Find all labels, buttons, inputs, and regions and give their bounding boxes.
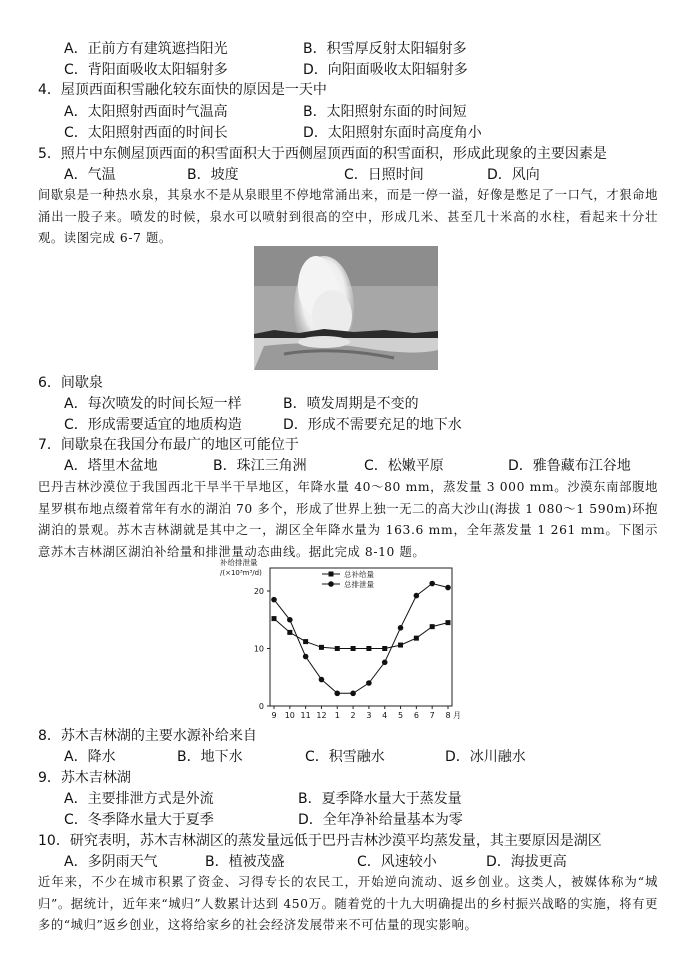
- discharge-point: [319, 677, 325, 683]
- x-tick-label: 9: [271, 711, 277, 720]
- q5-option-c[interactable]: C．日照时间: [344, 167, 424, 183]
- x-tick-label: 12: [316, 711, 327, 720]
- x-tick-label: 4: [382, 711, 388, 720]
- supply-point: [351, 646, 356, 651]
- q10-option-b[interactable]: B．植被茂盛: [205, 854, 285, 870]
- supply-point: [335, 646, 340, 651]
- y-tick-label: 10: [253, 644, 264, 654]
- discharge-point: [350, 691, 356, 697]
- q8-option-d[interactable]: D．冰川融水: [445, 749, 526, 765]
- q5-stem: 5．照片中东侧屋顶西面的积雪面积大于西侧屋顶西面的积雪面积，形成此现象的主要因素是: [38, 146, 607, 162]
- returnee-passage: 近年来，不少在城市积累了资金、习得专长的农民工，开始逆向流动、返乡创业。这类人，被媒体称为“城归”。据统计，近年来“城归”人数累计达到 450万。随着党的十九大明确提出的乡村振兴战略的实施，将有更多的“城归”返乡创业，这将给家乡的社会经济发展带来不可估量的现实影响。: [38, 875, 658, 932]
- x-tick-label: 3: [366, 711, 372, 720]
- x-tick-label: 5: [397, 711, 404, 720]
- q9-option-c[interactable]: C．冬季降水量大于夏季: [64, 812, 214, 828]
- discharge-point: [271, 597, 277, 603]
- q10-option-c[interactable]: C．风速较小: [357, 854, 437, 870]
- supply-point: [446, 620, 451, 625]
- y-tick-label: 20: [253, 587, 264, 596]
- geyser-passage: 间歇泉是一种热水泉，其泉水不是从泉眼里不停地常涌出来，而是一停一溢，好像是憋足了一口气，才狠命地涌出一股子来。喷发的时候，泉水可以喷射到很高的空中，形成几米、甚至几十米高的水柱，看起来十分壮观。读图完成 6-7 题。: [38, 188, 658, 245]
- legend-label-1: 总补给量: [344, 570, 374, 579]
- q8-stem: 8．苏木吉林湖的主要水源补给来自: [38, 728, 257, 744]
- lake-balance-chart: [218, 556, 462, 724]
- discharge-point: [445, 585, 451, 591]
- q6-option-b[interactable]: B．喷发周期是不变的: [283, 396, 419, 412]
- q3-option-d[interactable]: D．向阳面吸收太阳辐射多: [303, 62, 468, 78]
- q6-stem: 6．间歇泉: [38, 375, 103, 391]
- q10-option-d[interactable]: D．海拔更高: [486, 854, 567, 870]
- supply-point: [414, 636, 419, 641]
- q9-option-a[interactable]: A．主要排泄方式是外流: [64, 791, 214, 807]
- q6-option-d[interactable]: D．形成不需要充足的地下水: [283, 417, 462, 433]
- q7-option-b[interactable]: B．珠江三角洲: [213, 458, 307, 474]
- discharge-point: [334, 691, 340, 697]
- q4-option-a[interactable]: A．太阳照射西面时气温高: [64, 104, 228, 120]
- q4-stem: 4．屋顶西面积雪融化较东面快的原因是一天中: [38, 82, 327, 98]
- discharge-point: [414, 593, 420, 599]
- supply-point: [303, 639, 308, 644]
- lake-passage: 巴丹吉林沙漠位于我国西北干旱半干旱地区，年降水量 40～80 mm，蒸发量 3 000 mm。沙漠东南部腹地星罗棋布地点缀着常年有水的湖泊 70 多个，形成了世界上独一无二的高大沙山(海拔 1 080～1 590m)环抱湖泊的景观。苏木吉林湖就是其中之一，湖区全年降水量为 163.6 mm，全年蒸发量 1 261 mm。下图示意苏木吉林湖区湖泊补给量和排泄量动态曲线。据此完成 8-10 题。: [38, 480, 658, 559]
- x-tick-label: 6: [413, 711, 419, 720]
- discharge-point: [382, 660, 388, 666]
- q8-option-a[interactable]: A．降水: [64, 749, 116, 765]
- discharge-point: [366, 680, 372, 686]
- supply-point: [287, 630, 292, 635]
- discharge-point: [303, 654, 309, 660]
- legend-circle-marker: [328, 581, 334, 587]
- q5-option-b[interactable]: B．坡度: [187, 167, 239, 183]
- q4-option-c[interactable]: C．太阳照射西面的时间长: [64, 125, 228, 141]
- q8-option-c[interactable]: C．积雪融水: [305, 749, 385, 765]
- q4-option-b[interactable]: B．太阳照射东面的时间短: [303, 104, 467, 120]
- geyser-photo: [254, 246, 438, 370]
- q7-option-c[interactable]: C．松嫩平原: [364, 458, 444, 474]
- q6-option-c[interactable]: C．形成需要适宜的地质构造: [64, 417, 242, 433]
- supply-point: [398, 643, 403, 648]
- q9-stem: 9．苏木吉林湖: [38, 770, 131, 786]
- x-tick-label: 10: [284, 711, 295, 720]
- q5-option-a[interactable]: A．气温: [64, 167, 116, 183]
- discharge-point: [429, 581, 435, 587]
- legend-square-marker: [329, 572, 334, 577]
- q9-option-b[interactable]: B．夏季降水量大于蒸发量: [298, 791, 462, 807]
- discharge-point: [287, 617, 293, 623]
- q7-stem: 7．间歇泉在我国分布最广的地区可能位于: [38, 437, 299, 453]
- q3-option-c[interactable]: C．背阳面吸收太阳辐射多: [64, 62, 228, 78]
- y-axis-label-line1: 补给排泄量: [220, 558, 258, 567]
- y-tick-label: 0: [258, 702, 264, 711]
- x-tick-label: 2: [350, 711, 356, 720]
- x-tick-label: 8: [445, 711, 451, 720]
- x-unit-label: 月: [453, 711, 461, 720]
- q3-option-a[interactable]: A．正前方有建筑遮挡阳光: [64, 41, 228, 57]
- geyser-illustration: [254, 246, 438, 370]
- q5-option-d[interactable]: D．风向: [487, 167, 540, 183]
- x-tick-label: 1: [334, 711, 340, 720]
- x-tick-label: 7: [429, 711, 435, 720]
- q10-stem: 10．研究表明，苏木吉林湖区的蒸发量远低于巴丹吉林沙漠平均蒸发量，其主要原因是湖区: [38, 833, 602, 849]
- supply-point: [272, 616, 277, 621]
- q7-option-a[interactable]: A．塔里木盆地: [64, 458, 158, 474]
- x-tick-label: 11: [300, 711, 311, 720]
- supply-point: [430, 624, 435, 629]
- supply-point: [382, 646, 387, 651]
- y-axis-label-line2: /(×10³m³/d): [220, 569, 262, 577]
- supply-point: [319, 645, 324, 650]
- q9-option-d[interactable]: D．全年净补给量基本为零: [298, 812, 463, 828]
- q7-option-d[interactable]: D．雅鲁藏布江谷地: [508, 458, 631, 474]
- supply-point: [366, 646, 371, 651]
- discharge-point: [398, 625, 404, 631]
- q10-option-a[interactable]: A．多阴雨天气: [64, 854, 158, 870]
- q3-option-b[interactable]: B．积雪厚反射太阳辐射多: [303, 41, 467, 57]
- q4-option-d[interactable]: D．太阳照射东面时高度角小: [303, 125, 482, 141]
- legend-label-2: 总排泄量: [344, 580, 374, 589]
- q8-option-b[interactable]: B．地下水: [177, 749, 243, 765]
- q6-option-a[interactable]: A．每次喷发的时间长短一样: [64, 396, 242, 412]
